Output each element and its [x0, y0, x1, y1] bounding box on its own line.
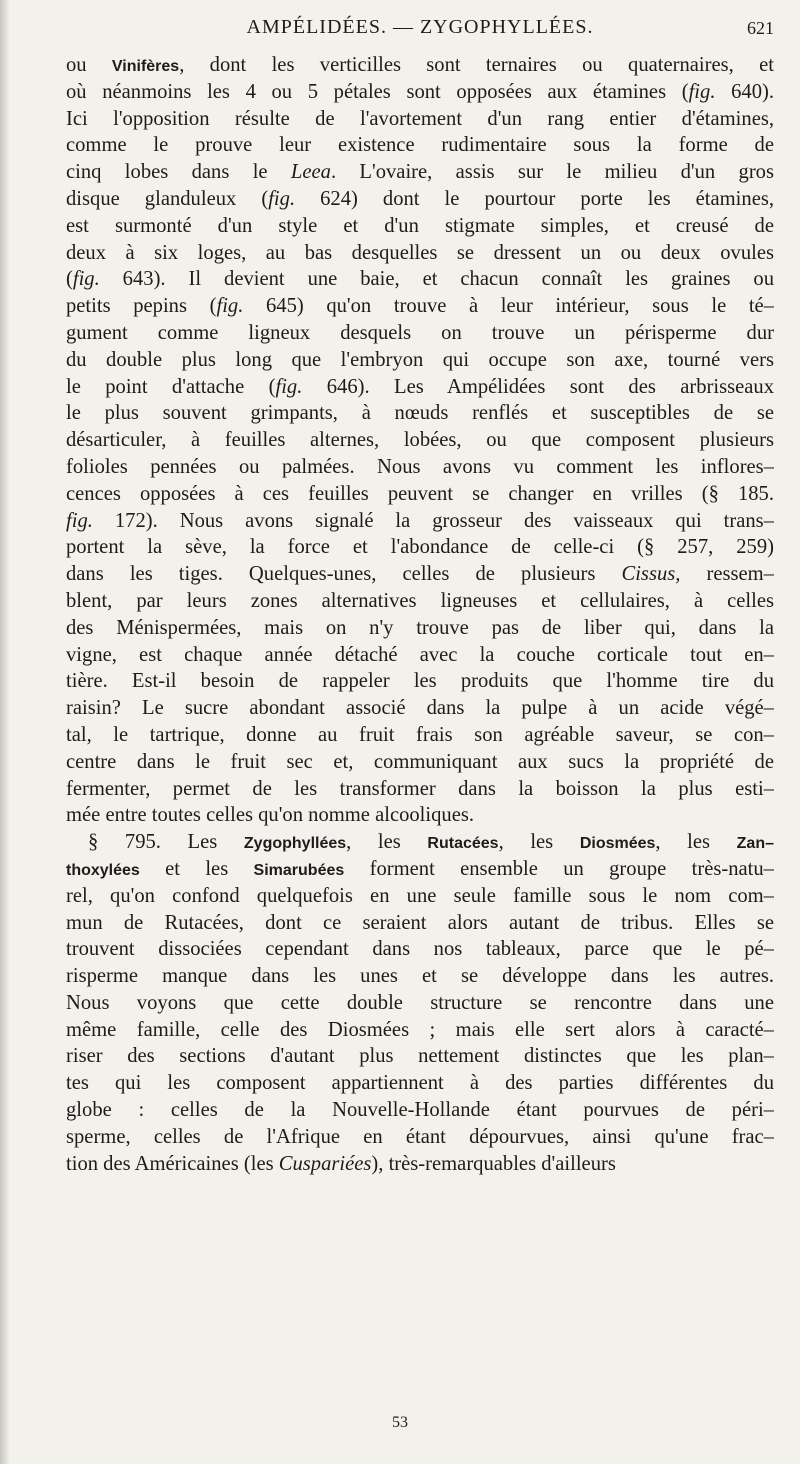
- body-text: [66, 52, 774, 1177]
- text-line: [66, 802, 774, 829]
- text-run: 172). Nous avons signalé la grosseur des vaisseaux qui trans–: [92, 509, 774, 532]
- text-line: [66, 695, 774, 722]
- text-line: [66, 240, 774, 267]
- text-run: raisin? Le sucre abondant associé dans la pulpe à un acide végé–: [66, 697, 774, 720]
- text-run: Nous voyons que cette double structure se rencontre dans une: [66, 991, 774, 1014]
- text-line: [66, 508, 774, 535]
- text-line: [66, 668, 774, 695]
- text-line: [66, 1097, 774, 1124]
- text-line: [66, 320, 774, 347]
- text-line: [66, 936, 774, 963]
- page-header: [66, 16, 774, 44]
- text-line: [66, 427, 774, 454]
- text-run: disque glanduleux (: [66, 187, 269, 210]
- text-run: rel, qu'on confond quelquefois en une seule famille sous le nom com–: [66, 884, 774, 907]
- text-run: . L'ovaire, assis sur le milieu d'un gros: [330, 161, 774, 184]
- text-line: [66, 186, 774, 213]
- text-line: [66, 400, 774, 427]
- text-line: [66, 159, 774, 186]
- text-run: désarticuler, à feuilles alternes, lobées, ou que composent plusieurs: [66, 429, 774, 452]
- text-run: où néanmoins les 4 ou 5 pétales sont opposées aux étamines (: [66, 80, 689, 103]
- text-run: ressem–: [680, 563, 774, 586]
- family-name: Vinifères: [111, 58, 180, 75]
- text-line: [66, 642, 774, 669]
- text-line: [66, 266, 774, 293]
- text-run: mun de Rutacées, dont ce seraient alors autant de tribus. Elles se: [66, 911, 774, 934]
- text-run: dans les tiges. Quelques-unes, celles de plusieurs: [66, 563, 622, 586]
- italic-text: fig.: [66, 509, 93, 532]
- page-number: 621: [747, 18, 774, 38]
- text-run: trouvent dissociées cependant dans nos tableaux, parce que le pé–: [66, 938, 774, 961]
- text-line: [66, 481, 774, 508]
- italic-text: Cuspariées: [278, 1152, 372, 1175]
- text-run: vigne, est chaque année détaché avec la couche corticale tout en–: [66, 643, 774, 666]
- text-run: 646). Les Ampélidées sont des arbrisseaux: [302, 375, 774, 398]
- text-line: [66, 1017, 774, 1044]
- text-run: forment ensemble un groupe très-natu–: [344, 857, 774, 880]
- text-run: 640).: [715, 80, 774, 103]
- text-run: cences opposées à ces feuilles peuvent se changer en vrilles (§ 185.: [66, 482, 774, 505]
- text-run: deux à six loges, au bas desquelles se dressent un ou deux ovules: [66, 241, 774, 264]
- italic-text: fig.: [72, 268, 100, 291]
- italic-text: Cissus,: [621, 563, 681, 586]
- text-line: [66, 1151, 774, 1178]
- text-run: petits pepins (: [66, 295, 217, 318]
- text-line: [66, 293, 774, 320]
- text-run: 643). Il devient une baie, et chacun connaît les graines ou: [99, 268, 774, 291]
- text-run: 624) dont le pourtour porte les étamines,: [295, 187, 774, 210]
- italic-text: Leea: [290, 161, 331, 184]
- italic-text: fig.: [688, 80, 716, 103]
- text-run: tion des Américaines (les: [66, 1152, 279, 1175]
- running-title: AMPÉLIDÉES. — ZYGOPHYLLÉES.: [246, 16, 594, 38]
- text-run: § 795. Les: [88, 831, 244, 854]
- text-line: [66, 990, 774, 1017]
- text-run: risperme manque dans les unes et se développe dans les autres.: [66, 965, 774, 988]
- text-run: tes qui les composent appartiennent à des parties différentes du: [66, 1072, 774, 1095]
- text-run: ou: [66, 54, 112, 76]
- text-run: mée entre toutes celles qu'on nomme alcooliques.: [66, 804, 475, 827]
- text-line: [66, 79, 774, 106]
- text-run: 645) qu'on trouve à leur intérieur, sous le té–: [243, 295, 774, 318]
- text-run: est surmonté d'un style et d'un stigmate simples, et creusé de: [66, 214, 774, 237]
- text-line: [66, 856, 774, 883]
- text-run: (: [66, 268, 73, 291]
- text-line: [66, 1124, 774, 1151]
- text-run: globe : celles de la Nouvelle-Hollande étant pourvues de péri–: [66, 1099, 774, 1122]
- text-run: le plus souvent grimpants, à nœuds renflés et susceptibles de se: [66, 402, 774, 425]
- text-run: même famille, celle des Diosmées ; mais elle sert alors à caracté–: [66, 1018, 774, 1041]
- text-run: , dont les verticilles sont ternaires ou quaternaires, et: [179, 54, 774, 76]
- text-line: [66, 561, 774, 588]
- text-run: ), très-remarquables d'ailleurs: [371, 1152, 616, 1175]
- text-run: et les: [139, 857, 254, 880]
- text-run: gument comme ligneux desquels on trouve un périsperme dur: [66, 321, 774, 344]
- text-line: [66, 213, 774, 240]
- text-run: comme le prouve leur existence rudimentaire sous la forme de: [66, 134, 774, 157]
- text-line: [66, 615, 774, 642]
- italic-text: fig.: [275, 375, 303, 398]
- text-run: folioles pennées ou palmées. Nous avons vu comment les inflores–: [66, 455, 774, 478]
- italic-text: fig.: [216, 295, 244, 318]
- family-name: thoxylées: [66, 861, 140, 879]
- family-name: Simarubées: [253, 861, 345, 879]
- text-run: cinq lobes dans le: [66, 161, 291, 184]
- text-run: , les: [655, 831, 737, 854]
- text-line: [66, 910, 774, 937]
- text-line: [66, 1043, 774, 1070]
- text-line: [66, 52, 774, 79]
- text-line: [66, 963, 774, 990]
- text-run: riser des sections d'autant plus nettement distinctes que les plan–: [66, 1045, 774, 1068]
- text-line: [66, 749, 774, 776]
- text-line: [66, 883, 774, 910]
- text-run: du double plus long que l'embryon qui occupe son axe, tourné vers: [66, 348, 774, 371]
- text-run: , les: [498, 831, 580, 854]
- family-name: Diosmées: [579, 835, 656, 853]
- signature-mark: 53: [392, 1414, 408, 1431]
- text-run: le point d'attache (: [66, 375, 276, 398]
- family-name: Zygophyllées: [243, 835, 347, 853]
- page-gutter-shadow: [0, 0, 10, 1464]
- text-run: tière. Est-il besoin de rappeler les produits que l'homme tire du: [66, 670, 774, 693]
- text-run: des Ménispermées, mais on n'y trouve pas de liber qui, dans la: [66, 616, 774, 639]
- family-name: Rutacées: [427, 835, 499, 853]
- text-line: [66, 106, 774, 133]
- text-line: [66, 776, 774, 803]
- text-line: [66, 374, 774, 401]
- text-run: sperme, celles de l'Afrique en étant dépourvues, ainsi qu'une frac–: [66, 1125, 774, 1148]
- family-name: Zan–: [736, 835, 774, 853]
- text-run: blent, par leurs zones alternatives ligneuses et cellulaires, à celles: [66, 589, 774, 612]
- text-run: Ici l'opposition résulte de l'avortement d'un rang entier d'étamines,: [66, 107, 774, 130]
- text-run: , les: [346, 831, 428, 854]
- text-line: [66, 347, 774, 374]
- text-line: [66, 1070, 774, 1097]
- text-line: [66, 588, 774, 615]
- text-run: portent la sève, la force et l'abondance de celle-ci (§ 257, 259): [66, 536, 774, 559]
- text-line: [66, 534, 774, 561]
- text-line: [66, 132, 774, 159]
- italic-text: fig.: [268, 187, 296, 210]
- text-run: tal, le tartrique, donne au fruit frais son agréable saveur, se con–: [66, 723, 774, 746]
- text-line: [66, 829, 774, 856]
- text-line: [66, 454, 774, 481]
- text-run: centre dans le fruit sec et, communiquant aux sucs la propriété de: [66, 750, 774, 773]
- text-run: fermenter, permet de les transformer dans la boisson la plus esti–: [66, 777, 774, 800]
- text-line: [66, 722, 774, 749]
